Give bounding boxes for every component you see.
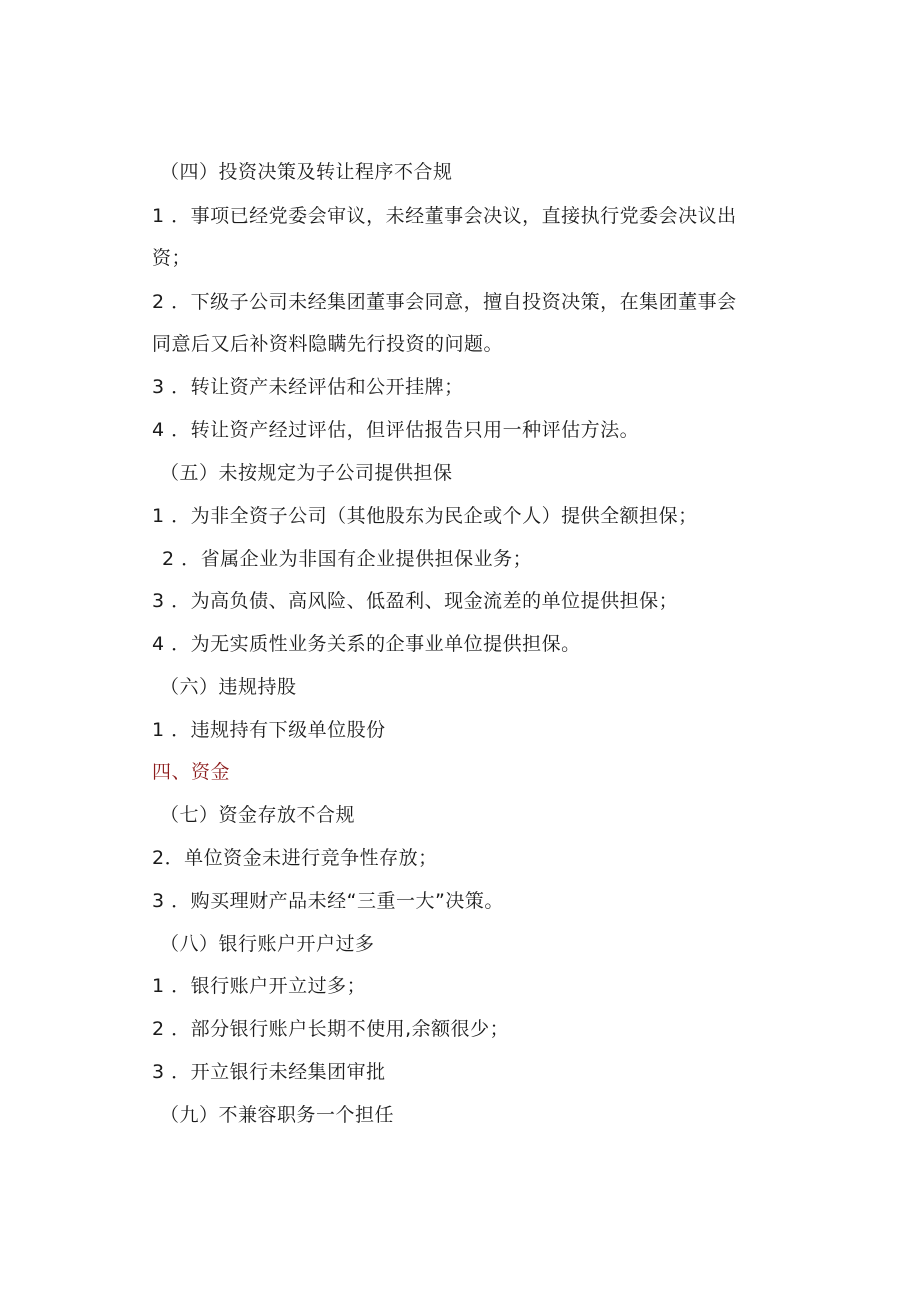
list-item: 1 ．为非全资子公司（其他股东为民企或个人）提供全额担保； xyxy=(152,505,698,527)
list-item: 2．单位资金未进行竞争性存放； xyxy=(152,847,438,869)
list-item: 3 ．开立银行未经集团审批 xyxy=(152,1061,386,1083)
list-item: 1 ．违规持有下级单位股份 xyxy=(152,719,386,741)
subheading-5: （五）未按规定为子公司提供担保 xyxy=(160,462,453,484)
list-item-continuation: 同意后又后补资料隐瞒先行投资的问题。 xyxy=(152,333,504,355)
list-item: 2 ．省属企业为非国有企业提供担保业务； xyxy=(162,548,533,570)
list-item: 2 ．部分银行账户长期不使用,余额很少； xyxy=(152,1018,510,1040)
list-item-continuation: 资； xyxy=(152,247,192,269)
section-heading-funds: 四、资金 xyxy=(152,761,231,783)
list-item: 3 ．为高负债、高风险、低盈利、现金流差的单位提供担保； xyxy=(152,590,679,612)
list-item: 1 ．银行账户开立过多； xyxy=(152,975,367,997)
subheading-7: （七）资金存放不合规 xyxy=(160,804,356,826)
list-item: 2 ．下级子公司未经集团董事会同意，擅自投资决策，在集团董事会 xyxy=(152,291,737,313)
list-item: 3 ．转让资产未经评估和公开挂牌； xyxy=(152,376,464,398)
subheading-4: （四）投资决策及转让程序不合规 xyxy=(160,161,453,183)
subheading-6: （六）违规持股 xyxy=(160,676,297,698)
subheading-9: （九）不兼容职务一个担任 xyxy=(160,1104,395,1126)
list-item: 4 ．为无实质性业务关系的企事业单位提供担保。 xyxy=(152,633,581,655)
list-item: 1 ．事项已经党委会审议，未经董事会决议，直接执行党委会决议出 xyxy=(152,205,737,227)
subheading-8: （八）银行账户开户过多 xyxy=(160,933,375,955)
list-item: 4 ．转让资产经过评估，但评估报告只用一种评估方法。 xyxy=(152,419,640,441)
list-item: 3 ．购买理财产品未经“三重一大”决策。 xyxy=(152,890,504,912)
